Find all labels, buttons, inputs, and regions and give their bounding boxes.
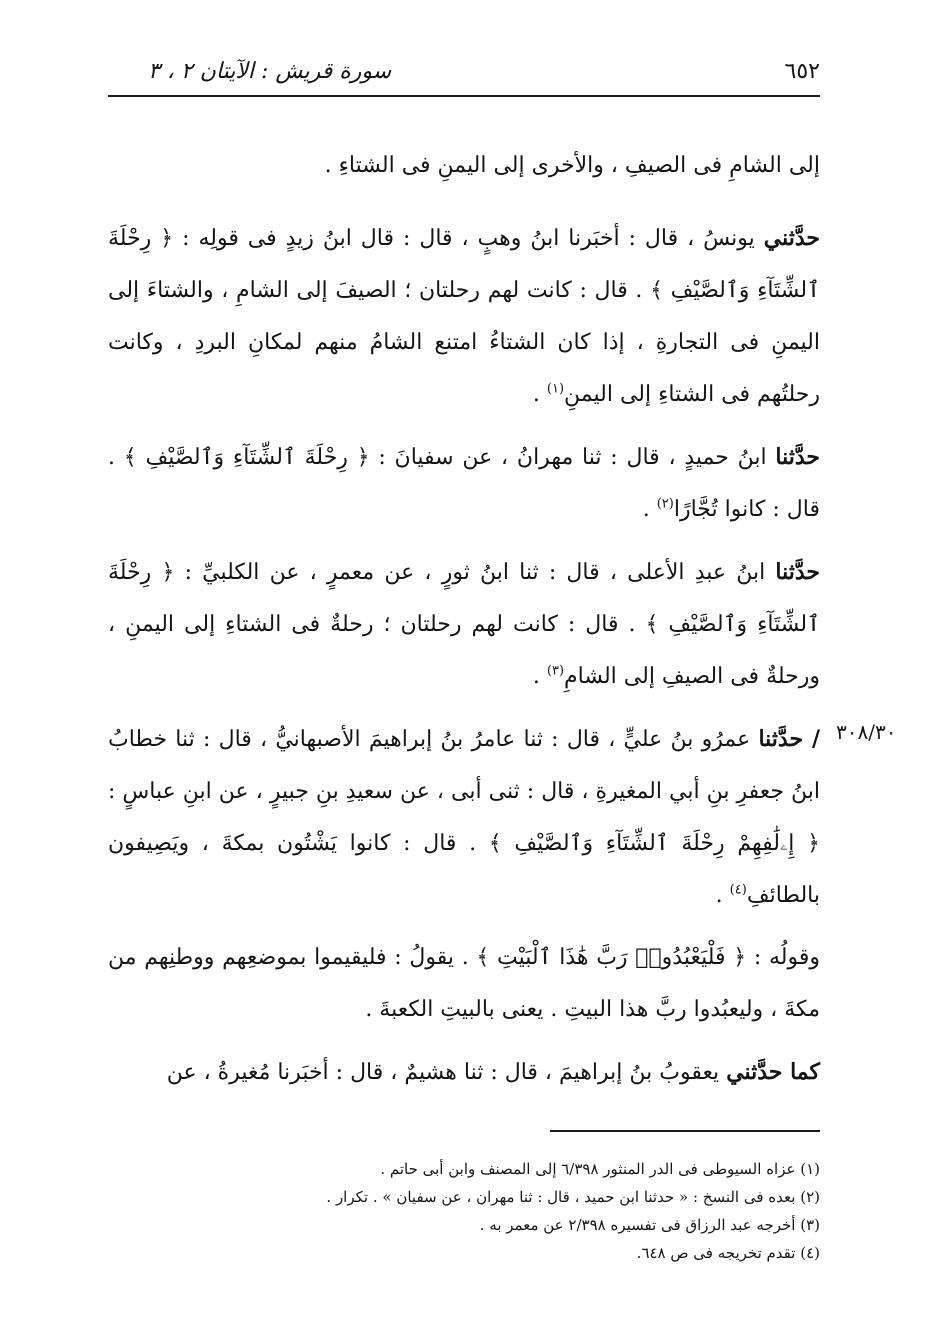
paragraph-lead: حدَّثنا [775,559,820,585]
footnote-marker: (٤) [729,882,747,898]
footnote-marker: (٢) [656,496,674,512]
paragraph-lead: حدَّثنا [775,444,820,470]
page-header [108,55,820,93]
main-text [108,140,820,1109]
paragraph-text: إلى الشامِ فى الصيفِ ، والأخرى إلى اليمنِ فى الشتاءِ . [324,153,820,178]
paragraph-lead: حدَّثني [763,225,820,251]
paragraph [108,713,820,922]
header-rule [108,95,820,97]
footnote: (١) عزاه السيوطى فى الدر المنثور ٦/٣٩٨ إلى المصنف وابن أبى حاتم . [380,1160,820,1178]
paragraph-lead: / حدَّثنا [758,726,820,752]
footnote-marker: (٣) [546,663,565,679]
footnote: (٣) أخرجه عبد الرزاق فى تفسيره ٢/٣٩٨ عن معمر به . [479,1216,820,1234]
paragraph-text: ابنُ عبدِ الأعلى ، قال : ثنا ابنُ ثورٍ ، عن معمرٍ ، عن الكلبيِّ : ﴿ رِحْلَةَ ٱلشِّتَآءِ وَٱلصَّيْفِ ﴾ . قال : كانت لهم رحلتان ؛ رحلةٌ فى الشتاءِ إلى اليمنِ ، ورحلةٌ فى الصيفِ إلى الشامِ [108,560,820,689]
paragraph-end: . [642,497,657,522]
paragraph-end: . [715,883,730,908]
margin-reference: ٣٠٨/٣٠ [836,720,897,744]
paragraph [108,431,820,536]
page-number: ٦٥٢ [784,59,820,84]
paragraph-lead: كما حدَّثني [726,1059,820,1085]
paragraph-text: يونسُ ، قال : أخبَرنا ابنُ وهبٍ ، قال : قال ابنُ زيدٍ فى قولِه : ﴿ رِحْلَةَ ٱلشِّتَآءِ وَٱلصَّيْفِ ﴾ . قال : كانت لهم رحلتان ؛ الصيفَ إلى الشامِ ، والشتاءَ إلى اليمنِ فى التجارةِ ، إذا كان الشتاءُ امتنع الشامُ منهم لمكانِ البردِ ، وكانت رحلتُهم فى الشتاءِ إلى اليمنِ [108,226,820,407]
paragraph [108,546,820,703]
paragraph-text: عمرُو بنُ عليٍّ ، قال : ثنا عامرُ بنُ إبراهيمَ الأصبهانيُّ ، قال : ثنا خطابُ ابنُ جعفرِ بنِ أبي المغيرةِ ، قال : ثنى أبى ، عن سعيدِ بنِ جبيرٍ ، عن ابنِ عباسٍ : ﴿ إِۦلَٰفِهِمْ رِحْلَةَ ٱلشِّتَآءِ وَٱلصَّيْفِ ﴾ . قال : كانوا يَشْتُون بمكةَ ، ويَصِيفون بالطائفِ [108,727,820,908]
footnotes [220,1155,820,1267]
footnote-rule [550,1130,820,1132]
paragraph-text: يعقوبُ بنُ إبراهيمَ ، قال : ثنا هشيمٌ ، قال : أخبَرنا مُغيرةُ ، عن [166,1060,727,1085]
paragraph [108,212,820,421]
footnote: (٢) بعده فى النسخ : « حدثنا ابن حميد ، قال : ثنا مهران ، عن سفيان » . تكرار . [326,1188,820,1206]
footnote-marker: (١) [546,381,565,397]
paragraph-end: . [532,382,547,407]
paragraph [108,140,820,192]
paragraph-text: وقولُه : ﴿ فَلْيَعْبُدُوا۟ رَبَّ هَٰذَا ٱلْبَيْتِ ﴾ . يقولُ : فليقيموا بموضعِهم ووطنِهم من مكةَ ، وليعبُدوا ربَّ هذا البيتِ . يعنى بالبيتِ الكعبةَ . [108,945,820,1022]
footnote: (٤) تقدم تخريجه فى ص ٦٤٨. [636,1244,820,1262]
paragraph-text: ابنُ حميدٍ ، قال : ثنا مهرانُ ، عن سفيانَ : ﴿ رِحْلَةَ ٱلشِّتَآءِ وَٱلصَّيْفِ ﴾ . قال : كانوا تُجَّارًا [108,445,820,522]
paragraph [108,1046,820,1099]
running-title: سورة قريش : الآيتان ٢ ، ٣ [148,59,392,84]
paragraph [108,932,820,1036]
paragraph-end: . [532,664,547,689]
